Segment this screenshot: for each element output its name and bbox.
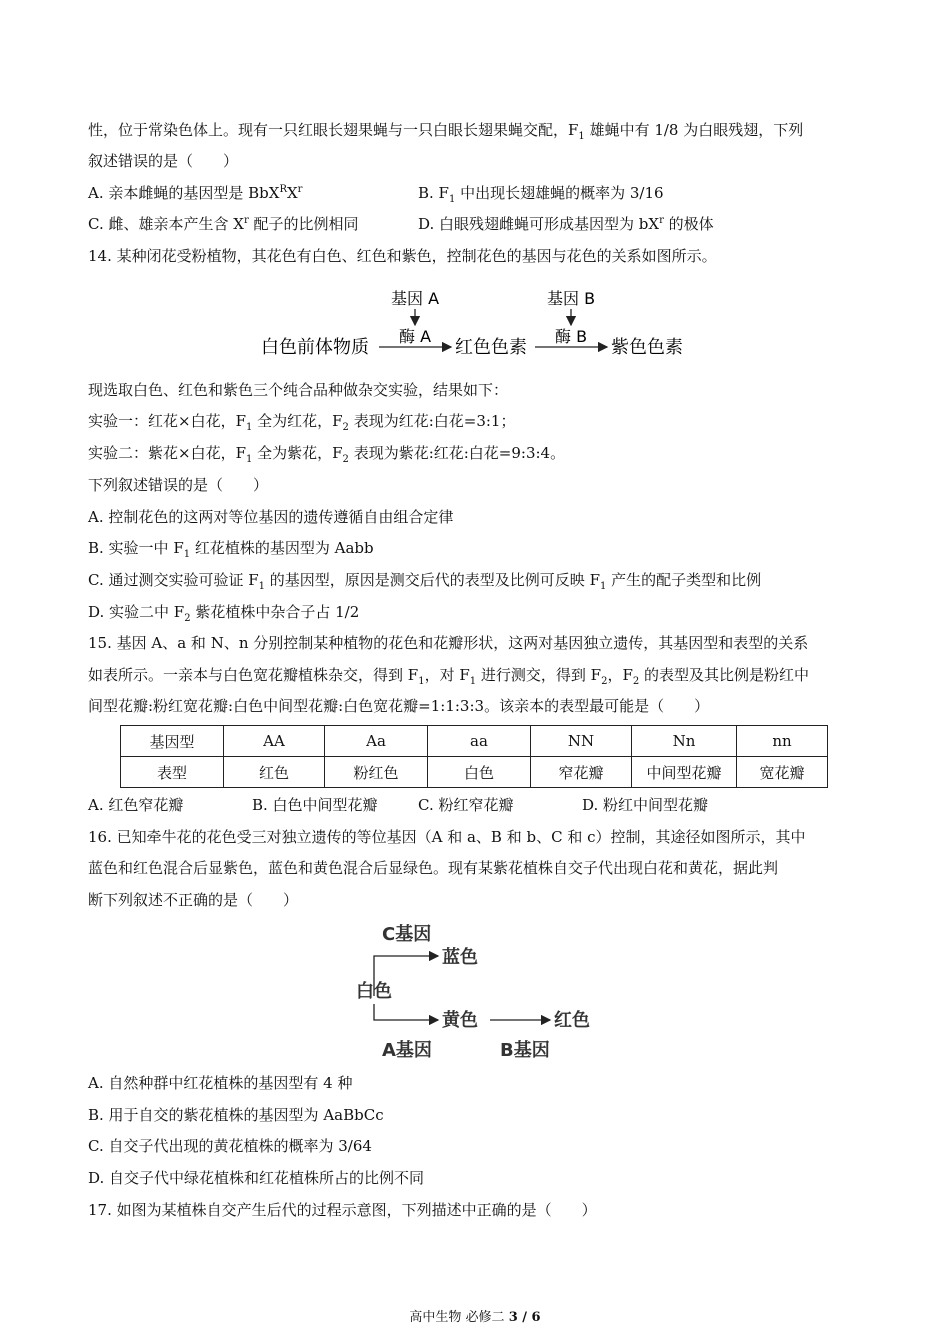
q16-blue-label: 蓝色 bbox=[442, 947, 478, 968]
table-cell: 表型 bbox=[121, 757, 224, 788]
q16-option-d: D. 自交子代中绿花植株和红花植株所占的比例不同 bbox=[88, 1169, 425, 1187]
table-cell: 宽花瓣 bbox=[737, 757, 828, 788]
q16-c-gene-label: C基因 bbox=[382, 924, 432, 945]
q14-option-b: B. 实验一中 $F_1$ 红花植株的基因型为 Aabb bbox=[88, 539, 374, 560]
table-cell: nn bbox=[737, 726, 828, 757]
q14-purple-pigment: 紫色色素 bbox=[611, 337, 683, 358]
q13-stem-line2: 叙述错误的是（ ） bbox=[88, 152, 239, 170]
q14-intro: 现选取白色、红色和紫色三个纯合品种做杂交实验，结果如下： bbox=[88, 381, 509, 399]
q15-option-a: A. 红色窄花瓣 bbox=[88, 796, 184, 814]
q16-stem-line1: 16. 已知牵牛花的花色受三对独立遗传的等位基因（A 和 a、B 和 b、C 和 c）控制，其途径如图所示，其中 bbox=[88, 828, 806, 846]
q15-option-c: C. 粉红窄花瓣 bbox=[418, 796, 514, 814]
q16-a-gene-label: A基因 bbox=[382, 1040, 432, 1061]
q14-option-d: D. 实验二中 $F_2$ 紫花植株中杂合子占 1/2 bbox=[88, 603, 360, 624]
q15-genotype-table bbox=[120, 725, 828, 788]
q14-enzyme-b-label: 酶 B bbox=[555, 327, 588, 346]
q16-white-to-yellow-arrow bbox=[374, 1004, 438, 1020]
q13-option-a: A. 亲本雌蝇的基因型是 $BbX^RX^r$ bbox=[88, 184, 303, 202]
q16-yellow-label: 黄色 bbox=[442, 1010, 478, 1031]
q14-option-a: A. 控制花色的这两对等位基因的遗传遵循自由组合定律 bbox=[88, 508, 454, 526]
table-cell: 窄花瓣 bbox=[531, 757, 632, 788]
table-cell: NN bbox=[531, 726, 632, 757]
table-row bbox=[121, 726, 828, 757]
table-cell: 红色 bbox=[224, 757, 325, 788]
q13-option-c: C. 雌、雄亲本产生含 $X^r$ 配子的比例相同 bbox=[88, 215, 359, 233]
q14-enzyme-a-label: 酶 A bbox=[399, 327, 432, 346]
table-cell: 粉红色 bbox=[325, 757, 428, 788]
q16-stem-line2: 蓝色和红色混合后显紫色，蓝色和黄色混合后显绿色。现有某紫花植株自交子代出现白花和黄花，据此判 bbox=[88, 859, 779, 877]
table-cell: 白色 bbox=[428, 757, 531, 788]
q13-option-d: D. 白眼残翅雌蝇可形成基因型为 $bX^r$ 的极体 bbox=[418, 215, 714, 233]
q15-stem-line2: 如表所示。一亲本与白色宽花瓣植株杂交，得到 $F_1$，对 $F_1$ 进行测交，得到 $F_2$，$F_2$ 的表型及其比例是粉红中 bbox=[88, 666, 810, 687]
q14-experiment-1: 实验一：红花×白花，$F_1$ 全为红花，$F_2$ 表现为红花:白花=3:1； bbox=[88, 412, 516, 433]
q14-white-precursor: 白色前体物质 bbox=[261, 337, 369, 358]
q15-option-b: B. 白色中间型花瓣 bbox=[252, 796, 378, 814]
q14-gene-a-label: 基因 A bbox=[391, 289, 440, 308]
table-cell: 基因型 bbox=[121, 726, 224, 757]
q17-stem: 17. 如图为某植株自交产生后代的过程示意图，下列描述中正确的是（ ） bbox=[88, 1201, 597, 1219]
q14-red-pigment: 红色色素 bbox=[455, 337, 527, 358]
q13-option-b: B. $F_1$ 中出现长翅雄蝇的概率为 3/16 bbox=[418, 184, 664, 205]
q16-option-c: C. 自交子代出现的黄花植株的概率为 3/64 bbox=[88, 1137, 372, 1155]
table-cell: Nn bbox=[632, 726, 737, 757]
page-footer: 高中生物 必修二 3 / 6 bbox=[409, 1310, 541, 1325]
table-cell: aa bbox=[428, 726, 531, 757]
q15-stem-line3: 间型花瓣:粉红宽花瓣:白色中间型花瓣:白色宽花瓣=1:1:3:3。该亲本的表型最可能是（ ） bbox=[88, 697, 710, 715]
q16-option-b: B. 用于自交的紫花植株的基因型为 AaBbCc bbox=[88, 1106, 384, 1124]
q14-option-c: C. 通过测交实验可验证 $F_1$ 的基因型，原因是测交后代的表型及比例可反映 $F_1$ 产生的配子类型和比例 bbox=[88, 571, 762, 592]
table-cell: 中间型花瓣 bbox=[632, 757, 737, 788]
q14-gene-b-label: 基因 B bbox=[547, 289, 596, 308]
page-number: 3 / 6 bbox=[508, 1310, 541, 1325]
q15-stem-line1: 15. 基因 A、a 和 N、n 分别控制某种植物的花色和花瓣形状，这两对基因独立遗传，其基因型和表型的关系 bbox=[88, 634, 809, 652]
q15-option-d: D. 粉红中间型花瓣 bbox=[582, 796, 709, 814]
q14-stem: 14. 某种闭花受粉植物，其花色有白色、红色和紫色，控制花色的基因与花色的关系如图所示。 bbox=[88, 247, 717, 265]
q14-ask: 下列叙述错误的是（ ） bbox=[88, 476, 269, 494]
table-cell: AA bbox=[224, 726, 325, 757]
q14-experiment-2: 实验二：紫花×白花，$F_1$ 全为紫花，$F_2$ 表现为紫花:红花:白花=9:3:4。 bbox=[88, 444, 566, 465]
q13-stem-line1: 性，位于常染色体上。现有一只红眼长翅果蝇与一只白眼长翅果蝇交配，$F_1$ 雄蝇中有 1/8 为白眼残翅，下列 bbox=[88, 121, 804, 142]
table-row bbox=[121, 757, 828, 788]
q16-pathway-diagram bbox=[350, 918, 610, 1063]
q16-option-a: A. 自然种群中红花植株的基因型有 4 种 bbox=[88, 1074, 353, 1092]
q16-white-label: 白色 bbox=[356, 981, 392, 1002]
q16-red-label: 红色 bbox=[554, 1010, 590, 1031]
q16-b-gene-label: B基因 bbox=[500, 1040, 550, 1061]
q16-stem-line3: 断下列叙述不正确的是（ ） bbox=[88, 891, 299, 909]
table-cell: Aa bbox=[325, 726, 428, 757]
q14-pathway-diagram bbox=[255, 283, 705, 363]
